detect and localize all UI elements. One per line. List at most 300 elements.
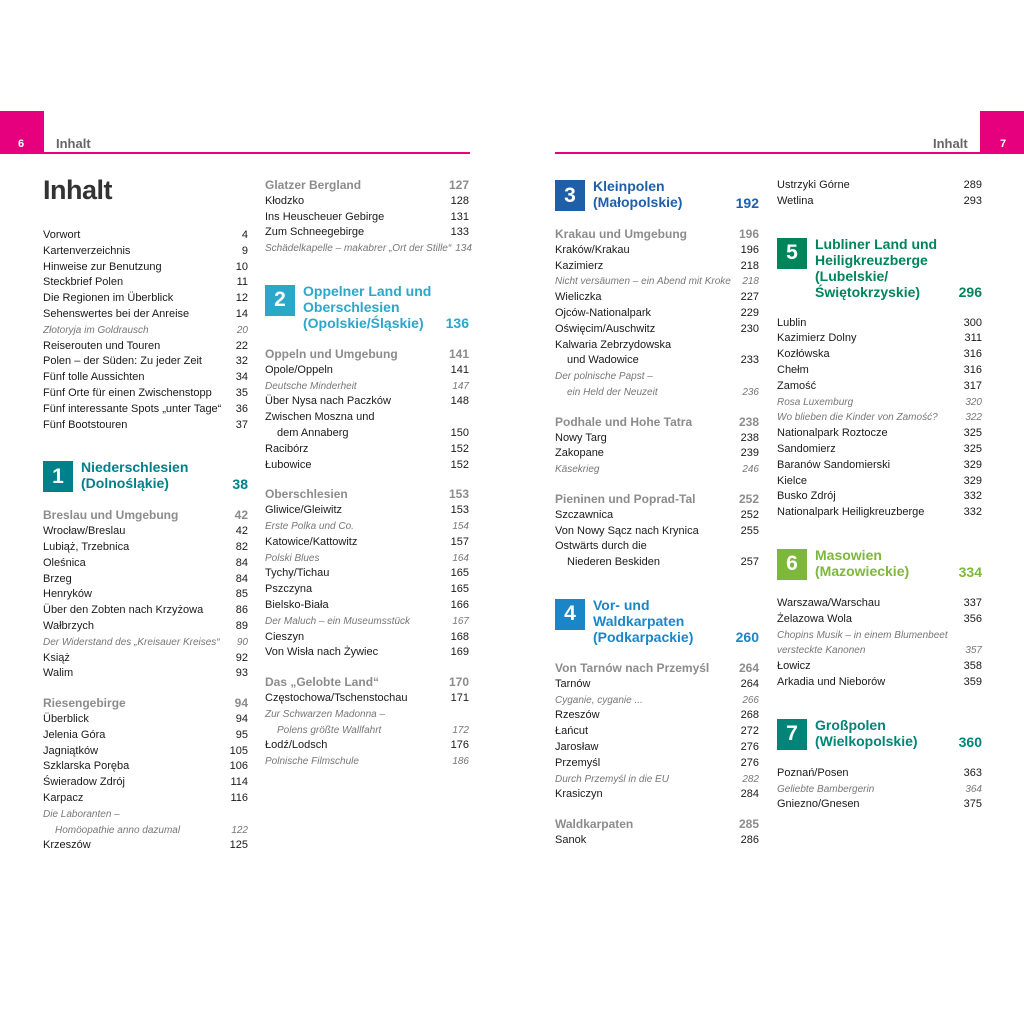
entry-title: Warszawa/Warschau (777, 596, 881, 609)
entry-page-number: 42 (235, 525, 248, 538)
toc-section-heading[interactable] (555, 415, 759, 431)
entry-page-number: 170 (448, 675, 469, 690)
entry-title: Fünf tolle Aussichten (43, 371, 145, 384)
entry-title: Polski Blues (265, 552, 320, 564)
toc-entry[interactable] (43, 603, 248, 619)
toc-entry[interactable] (43, 556, 248, 572)
toc-entry[interactable] (43, 524, 248, 540)
toc-entry[interactable] (555, 677, 759, 693)
entry-title: Walim (43, 667, 74, 680)
entry-page-number: 176 (450, 739, 469, 752)
toc-entry[interactable] (43, 260, 248, 276)
entry-title: Rosa Luxemburg (777, 396, 854, 408)
toc-entry[interactable] (777, 347, 982, 363)
toc-entry[interactable] (43, 587, 248, 603)
toc-entry[interactable] (43, 728, 248, 744)
entry-page-number: 356 (963, 612, 982, 625)
toc-entry[interactable] (265, 363, 469, 379)
entry-page-number: 285 (738, 817, 759, 832)
entry-title: Erste Polka und Co. (265, 520, 354, 532)
toc-entry[interactable] (265, 691, 469, 707)
toc-feature-entry[interactable] (265, 519, 469, 535)
toc-entry[interactable] (265, 426, 469, 442)
entry-title: Geliebte Bambergerin (777, 783, 875, 795)
entry-page-number: 246 (742, 464, 759, 476)
entry-page-number: 293 (963, 194, 982, 207)
toc-feature-entry[interactable] (777, 410, 982, 426)
region-number-badge: 5 (777, 238, 807, 269)
entry-title: Zwischen Moszna und (265, 411, 375, 424)
right-page-number: 7 (980, 111, 1024, 154)
region-page-number: 192 (735, 195, 759, 211)
entry-page-number: 329 (963, 458, 982, 471)
toc-entry[interactable] (777, 797, 982, 813)
entry-title: Gliwice/Gleiwitz (265, 504, 343, 517)
region-page-number: 260 (735, 628, 759, 645)
entry-page-number: 311 (964, 332, 982, 345)
toc-feature-entry[interactable] (43, 323, 248, 339)
region-name: Kleinpolen (Małopolskie) (593, 178, 683, 210)
entry-title: Fünf Orte für einen Zwischenstopp (43, 386, 212, 399)
region-number-badge: 7 (777, 719, 807, 750)
toc-entry[interactable] (777, 489, 982, 505)
entry-title: Sehenswertes bei der Anreise (43, 307, 190, 320)
entry-page-number: 364 (965, 783, 982, 795)
toc-entry[interactable] (43, 370, 248, 386)
toc-entry[interactable] (265, 394, 469, 410)
entry-page-number: 196 (738, 227, 759, 241)
entry-title: Szklarska Poręba (43, 760, 130, 773)
entry-title: Chełm (777, 363, 809, 376)
entry-page-number: 282 (742, 773, 759, 785)
entry-page-number: 14 (235, 307, 248, 320)
entry-page-number: 164 (452, 552, 469, 564)
toc-section-heading[interactable] (555, 492, 759, 508)
toc-feature-entry[interactable] (265, 614, 469, 630)
right-running-header: Inhalt (933, 136, 968, 151)
entry-page-number: 154 (452, 520, 469, 532)
entry-page-number: 264 (738, 660, 759, 675)
entry-title: Łańcut (555, 725, 589, 738)
toc-entry[interactable] (43, 228, 248, 244)
entry-page-number: 236 (742, 386, 759, 398)
entry-title: Pieninen und Poprad-Tal (555, 491, 696, 506)
toc-entry[interactable] (555, 259, 759, 275)
entry-page-number: 122 (231, 824, 248, 836)
toc-entry[interactable] (555, 353, 759, 369)
entry-page-number: 233 (740, 354, 759, 367)
entry-title: Riesengebirge (43, 696, 126, 711)
toc-feature-entry[interactable] (265, 379, 469, 395)
toc-column-4 (777, 178, 982, 813)
toc-entry[interactable] (777, 379, 982, 395)
toc-section-heading[interactable] (555, 661, 759, 677)
entry-title: Złotoryja im Goldrausch (43, 324, 149, 336)
toc-entry[interactable] (265, 225, 469, 241)
toc-entry[interactable] (43, 572, 248, 588)
entry-title: Überblick (43, 712, 89, 725)
entry-title: Rzeszów (555, 709, 600, 722)
toc-entry[interactable] (43, 291, 248, 307)
toc-entry[interactable] (777, 194, 982, 210)
entry-page-number: 34 (235, 371, 248, 384)
toc-entry[interactable] (555, 322, 759, 338)
entry-title: Homöopathie anno dazumal (55, 824, 181, 836)
toc-entry[interactable] (43, 838, 248, 854)
toc-entry[interactable] (265, 503, 469, 519)
entry-page-number: 196 (740, 243, 759, 256)
entry-title: Oświęcim/Auschwitz (555, 322, 656, 335)
toc-section-heading[interactable] (43, 508, 248, 524)
entry-title: Nowy Targ (555, 431, 607, 444)
toc-entry[interactable] (555, 756, 759, 772)
entry-title: Nicht versäumen – ein Abend mit Kroke (555, 276, 731, 288)
entry-title: Kartenverzeichnis (43, 244, 131, 257)
region-heading[interactable] (555, 597, 759, 645)
entry-page-number: 169 (450, 646, 469, 659)
entry-title: Baranów Sandomierski (777, 458, 891, 471)
toc-entry[interactable] (43, 651, 248, 667)
entry-page-number: 357 (965, 645, 982, 657)
entry-title: Vorwort (43, 229, 81, 241)
entry-title: Die Laboranten – (43, 808, 120, 820)
toc-section-heading[interactable] (265, 487, 469, 503)
toc-entry[interactable] (265, 566, 469, 582)
left-running-header: Inhalt (56, 136, 91, 151)
toc-entry[interactable] (265, 194, 469, 210)
entry-page-number: 230 (740, 322, 759, 335)
entry-page-number: 105 (229, 744, 248, 757)
entry-page-number: 289 (963, 179, 982, 191)
entry-title: Käsekrieg (555, 464, 600, 476)
entry-title: Oberschlesien (265, 487, 348, 502)
toc-entry[interactable] (43, 540, 248, 556)
entry-title: Reiserouten und Touren (43, 339, 161, 352)
toc-feature-entry[interactable] (777, 643, 982, 659)
toc-entry[interactable] (265, 598, 469, 614)
toc-entry[interactable] (265, 535, 469, 551)
toc-feature-entry[interactable] (777, 395, 982, 411)
toc-entry[interactable] (555, 290, 759, 306)
region-heading[interactable] (777, 236, 982, 300)
toc-section-heading[interactable] (43, 696, 248, 712)
entry-page-number: 300 (963, 316, 982, 329)
entry-title: Oppeln und Umgebung (265, 346, 398, 361)
region-page-number: 334 (958, 563, 982, 580)
toc-feature-entry[interactable] (777, 782, 982, 798)
toc-entry[interactable] (265, 410, 469, 426)
entry-title: Katowice/Kattowitz (265, 535, 358, 548)
entry-title: Hinweise zur Benutzung (43, 260, 162, 273)
toc-entry[interactable] (43, 386, 248, 402)
entry-title: Über den Zobten nach Krzyżowa (43, 604, 204, 617)
entry-page-number: 172 (452, 724, 469, 736)
toc-entry[interactable] (265, 582, 469, 598)
entry-title: Ins Heuscheuer Gebirge (265, 210, 385, 223)
entry-title: ein Held der Neuzeit (567, 386, 658, 398)
entry-title: Sanok (555, 833, 587, 846)
entry-title: Deutsche Minderheit (265, 380, 357, 392)
toc-feature-entry[interactable] (555, 693, 759, 709)
toc-section-heading[interactable] (555, 227, 759, 243)
entry-title: Tychy/Tichau (265, 567, 330, 580)
entry-title: Częstochowa/Tschenstochau (265, 691, 408, 704)
entry-page-number: 82 (235, 540, 248, 553)
toc-entry[interactable] (43, 744, 248, 760)
entry-page-number: 337 (963, 596, 982, 609)
entry-title: Über Nysa nach Paczków (265, 395, 391, 408)
toc-entry[interactable] (265, 645, 469, 661)
toc-entry[interactable] (555, 740, 759, 756)
entry-title: Polens größte Wallfahrt (277, 724, 382, 736)
region-heading[interactable] (777, 547, 982, 580)
toc-entry[interactable] (777, 505, 982, 521)
entry-page-number: 363 (963, 766, 982, 779)
entry-title: versteckte Kanonen (777, 645, 866, 657)
toc-entry[interactable] (777, 675, 982, 691)
toc-entry[interactable] (43, 418, 248, 434)
toc-feature-entry[interactable] (555, 274, 759, 290)
toc-entry[interactable] (555, 539, 759, 555)
entry-page-number: 141 (448, 346, 469, 361)
entry-page-number: 9 (241, 244, 248, 257)
entry-title: Der Maluch – ein Museumsstück (265, 615, 411, 627)
entry-title: Cyganie, cyganie ... (555, 694, 643, 706)
entry-page-number: 325 (963, 427, 982, 440)
entry-page-number: 218 (742, 276, 759, 288)
toc-section-heading[interactable] (265, 178, 469, 194)
entry-title: Jarosław (555, 740, 599, 753)
toc-feature-entry[interactable] (555, 462, 759, 478)
entry-title: Wetlina (777, 194, 814, 207)
entry-page-number: 147 (452, 380, 469, 392)
entry-page-number: 167 (452, 615, 469, 627)
toc-feature-entry[interactable] (555, 385, 759, 401)
region-name: Vor- und Waldkarpaten (Podkarpackie) (593, 596, 694, 645)
toc-entry[interactable] (43, 339, 248, 355)
entry-title: Wrocław/Breslau (43, 525, 126, 538)
entry-title: Von Nowy Sącz nach Krynica (555, 524, 699, 537)
toc-entry[interactable] (777, 612, 982, 628)
toc-feature-entry[interactable] (43, 807, 248, 823)
toc-entry[interactable] (265, 210, 469, 226)
entry-page-number: 94 (234, 696, 248, 711)
region-heading[interactable] (555, 178, 759, 211)
entry-title: Der polnische Papst – (555, 371, 653, 383)
toc-feature-entry[interactable] (555, 369, 759, 385)
entry-title: Szczawnica (555, 508, 614, 521)
toc-entry[interactable] (777, 659, 982, 675)
toc-entry[interactable] (265, 458, 469, 474)
entry-page-number: 165 (450, 567, 469, 580)
entry-title: Ostwärts durch die (555, 540, 647, 553)
toc-section-heading[interactable] (265, 347, 469, 363)
toc-entry[interactable] (777, 442, 982, 458)
region-heading[interactable] (265, 283, 469, 331)
entry-title: Cieszyn (265, 630, 305, 643)
entry-title: Zakopane (555, 447, 604, 460)
entry-page-number: 37 (235, 418, 248, 431)
toc-entry[interactable] (43, 666, 248, 682)
entry-page-number: 11 (236, 276, 248, 289)
entry-page-number: 150 (450, 426, 469, 439)
region-name: Lubliner Land und Heiligkreuzberge (Lubelskie/ Świętokrzyskie) (815, 235, 938, 300)
toc-entry[interactable] (265, 738, 469, 754)
entry-page-number: 116 (230, 791, 248, 804)
entry-page-number: 255 (740, 524, 759, 537)
entry-title: Łubowice (265, 458, 312, 471)
toc-entry[interactable] (555, 787, 759, 803)
entry-page-number: 358 (963, 660, 982, 673)
region-number-badge: 6 (777, 549, 807, 580)
entry-page-number: 332 (963, 490, 982, 503)
entry-page-number: 127 (448, 178, 469, 192)
entry-title: Glatzer Bergland (265, 178, 362, 192)
toc-entry[interactable] (43, 275, 248, 291)
entry-title: Arkadia und Nieborów (777, 675, 886, 688)
toc-feature-entry[interactable] (43, 635, 248, 651)
entry-title: Nationalpark Heiligkreuzberge (777, 506, 925, 519)
entry-page-number: 332 (963, 506, 982, 519)
entry-page-number: 229 (740, 306, 759, 319)
entry-page-number: 166 (450, 598, 469, 611)
entry-title: Brzeg (43, 572, 72, 585)
page-title: Inhalt (43, 175, 112, 205)
toc-feature-entry[interactable] (555, 772, 759, 788)
entry-title: Karpacz (43, 791, 84, 804)
entry-title: Opole/Oppeln (265, 363, 333, 376)
toc-entry[interactable] (43, 759, 248, 775)
right-header-rule (555, 152, 980, 154)
toc-section-heading[interactable] (555, 817, 759, 833)
region-page-number: 38 (232, 476, 248, 493)
entry-page-number: 316 (963, 348, 982, 361)
toc-entry[interactable] (43, 619, 248, 635)
entry-page-number: 316 (963, 363, 982, 376)
toc-entry[interactable] (43, 354, 248, 370)
region-number-badge: 1 (43, 461, 73, 492)
entry-page-number: 266 (742, 694, 759, 706)
entry-title: Lublin (777, 316, 807, 329)
entry-title: Polen – der Süden: Zu jeder Zeit (43, 355, 202, 368)
toc-feature-entry[interactable] (43, 823, 248, 839)
toc-entry[interactable] (777, 474, 982, 490)
region-heading[interactable] (777, 717, 982, 750)
entry-page-number: 227 (740, 291, 759, 304)
entry-page-number: 106 (229, 760, 248, 773)
entry-title: Fünf Bootstouren (43, 418, 128, 431)
entry-page-number: 95 (235, 728, 248, 741)
toc-entry[interactable] (43, 307, 248, 323)
toc-entry[interactable] (555, 524, 759, 540)
entry-page-number: 168 (450, 630, 469, 643)
region-heading[interactable] (43, 459, 248, 492)
toc-entry[interactable] (777, 458, 982, 474)
entry-title: dem Annaberg (277, 426, 349, 439)
toc-section-heading[interactable] (265, 675, 469, 691)
toc-entry[interactable] (555, 724, 759, 740)
toc-feature-entry[interactable] (777, 628, 982, 644)
entry-title: Krakau und Umgebung (555, 227, 688, 241)
entry-title: Jelenia Góra (43, 728, 106, 741)
entry-title: Kazimierz Dolny (777, 332, 857, 345)
entry-title: Schädelkapelle – makabrer „Ort der Stille“ (265, 243, 452, 255)
toc-feature-entry[interactable] (265, 754, 469, 770)
toc-feature-entry[interactable] (265, 707, 469, 723)
entry-page-number: 32 (235, 355, 248, 368)
entry-page-number: 152 (450, 442, 469, 455)
toc-entry[interactable] (777, 316, 982, 332)
toc-entry[interactable] (555, 243, 759, 259)
entry-title: Gniezno/Gnesen (777, 798, 860, 811)
toc-entry[interactable] (43, 402, 248, 418)
toc-entry[interactable] (265, 630, 469, 646)
entry-title: Polnische Filmschule (265, 756, 359, 768)
toc-entry[interactable] (43, 791, 248, 807)
entry-page-number: 329 (963, 474, 982, 487)
entry-title: und Wadowice (567, 354, 639, 367)
entry-title: Krzeszów (43, 839, 91, 852)
toc-feature-entry[interactable] (265, 723, 469, 739)
region-number-badge: 2 (265, 285, 295, 316)
entry-page-number: 84 (235, 556, 248, 569)
entry-page-number: 134 (455, 243, 472, 255)
entry-title: Łodź/Lodsch (265, 739, 328, 752)
toc-entry[interactable] (555, 833, 759, 849)
entry-page-number: 317 (963, 379, 982, 392)
entry-page-number: 284 (740, 788, 759, 801)
entry-title: Przemyśl (555, 756, 601, 769)
entry-page-number: 85 (235, 588, 248, 601)
toc-feature-entry[interactable] (265, 241, 472, 257)
entry-title: Racibórz (265, 442, 309, 455)
entry-title: Das „Gelobte Land“ (265, 675, 380, 690)
toc-entry[interactable] (777, 178, 982, 194)
toc-entry[interactable] (555, 431, 759, 447)
entry-title: Sandomierz (777, 442, 836, 455)
toc-feature-entry[interactable] (265, 551, 469, 567)
entry-title: Durch Przemyśl in die EU (555, 773, 669, 785)
toc-entry[interactable] (265, 442, 469, 458)
toc-entry[interactable] (777, 331, 982, 347)
entry-title: Wieliczka (555, 291, 602, 304)
toc-entry[interactable] (555, 446, 759, 462)
toc-entry[interactable] (43, 244, 248, 260)
region-page-number: 296 (958, 283, 982, 300)
toc-entry[interactable] (777, 426, 982, 442)
entry-title: Breslau und Umgebung (43, 508, 179, 523)
entry-title: Bielsko-Biała (265, 598, 329, 611)
toc-entry[interactable] (43, 775, 248, 791)
entry-title: Żelazowa Wola (777, 612, 852, 625)
entry-title: Ojców-Nationalpark (555, 306, 651, 319)
entry-title: Pszczyna (265, 583, 313, 596)
toc-entry[interactable] (43, 712, 248, 728)
entry-page-number: 218 (740, 259, 759, 272)
toc-entry[interactable] (555, 555, 759, 571)
toc-entry[interactable] (555, 708, 759, 724)
toc-entry[interactable] (555, 508, 759, 524)
toc-entry[interactable] (555, 306, 759, 322)
toc-entry[interactable] (777, 766, 982, 782)
toc-entry[interactable] (777, 596, 982, 612)
toc-entry[interactable] (777, 363, 982, 379)
toc-entry[interactable] (555, 338, 759, 354)
entry-page-number: 153 (450, 504, 469, 517)
entry-page-number: 320 (965, 396, 982, 408)
entry-page-number: 268 (740, 709, 759, 722)
entry-page-number: 89 (235, 619, 248, 632)
